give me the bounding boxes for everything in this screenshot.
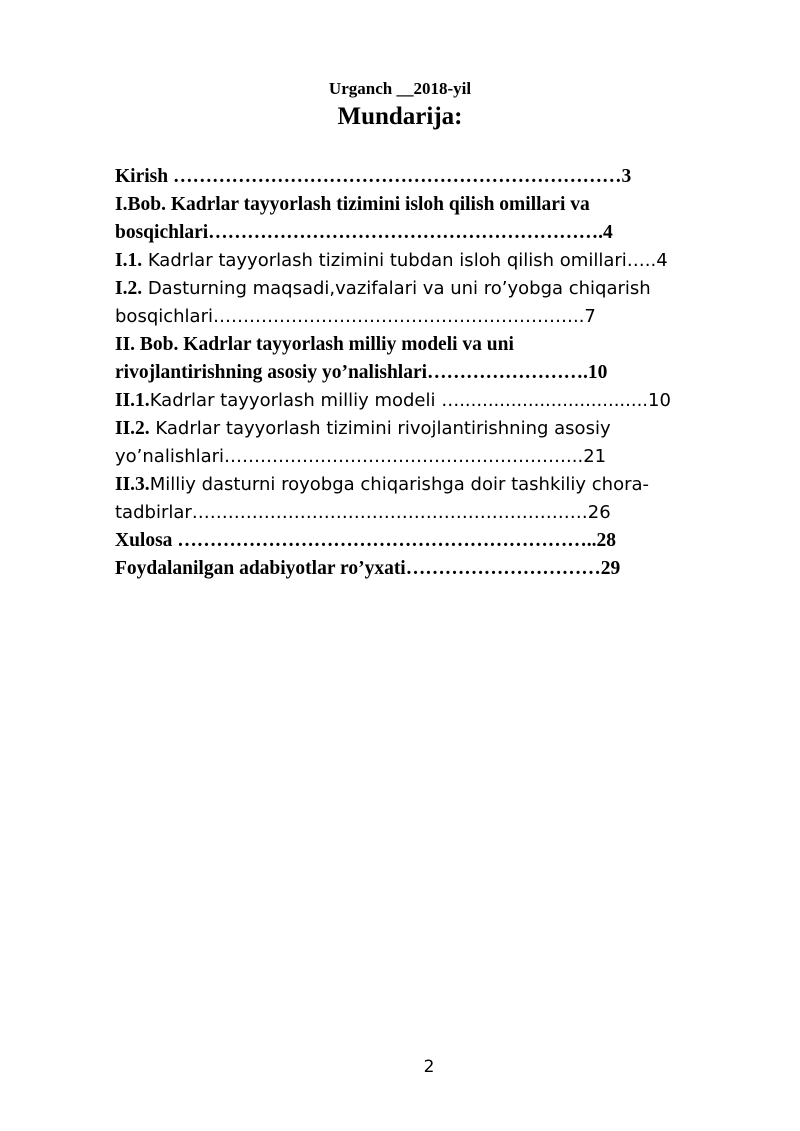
toc-entry-chapter-1-heading[interactable]: I.Bob. Kadrlar tayyorlash tizimini isloh qilish omillari va: [115, 194, 590, 215]
place-year-line: Urganch __2018-yil: [328, 79, 472, 98]
section-label: I.1.: [115, 250, 143, 271]
page-number: 2: [423, 1057, 435, 1077]
toc-entry-chapter-1-heading-cont[interactable]: bosqichlari…………………………………………………….4: [115, 222, 613, 243]
toc-entry-chapter-2-heading-cont[interactable]: rivojlantirishning asosiy yo’nalishlari…………………….10: [115, 362, 608, 383]
toc-entry-section-1-2-cont[interactable]: bosqichlari……………………………………………………..7: [115, 306, 596, 327]
toc-entry-section-2-2[interactable]: II.2. Kadrlar tayyorlash tizimini rivojlantirishning asosiy: [115, 418, 611, 439]
toc-entry-section-2-1[interactable]: II.1.Kadrlar tayyorlash milliy modeli ….................................10: [115, 390, 671, 411]
toc-entry-references[interactable]: Foydalanilgan adabiyotlar ro’yxati…………………………29: [115, 558, 621, 579]
section-label: I.2.: [115, 278, 143, 299]
toc-entry-section-2-3[interactable]: II.3.Milliy dasturni royobga chiqarishga doir tashkiliy chora-: [115, 474, 650, 495]
toc-entry-chapter-2-heading[interactable]: II. Bob. Kadrlar tayyorlash milliy modeli va uni: [115, 334, 514, 355]
toc-entry-xulosa[interactable]: Xulosa ………………………………………………………..28: [115, 530, 617, 551]
section-label: II.3.: [115, 474, 150, 495]
page-title: Mundarija:: [337, 103, 463, 130]
section-label: II.1.: [115, 390, 150, 411]
table-of-contents: [115, 163, 745, 583]
toc-entry-section-1-2[interactable]: I.2. Dasturning maqsadi,vazifalari va uni ro’yobga chiqarish: [115, 278, 651, 299]
toc-entry-section-2-3-cont[interactable]: tadbirlar…………………………………………………………26: [115, 502, 611, 523]
toc-entry-section-1-1[interactable]: I.1. Kadrlar tayyorlash tizimini tubdan isloh qilish omillari…..4: [115, 250, 668, 271]
toc-entry-kirish[interactable]: Kirish ……………………………………………………………3: [115, 166, 632, 187]
toc-entry-section-2-2-cont[interactable]: yo’nalishlari…………………………………………………...21: [115, 446, 607, 467]
section-label: II.2.: [115, 418, 150, 439]
